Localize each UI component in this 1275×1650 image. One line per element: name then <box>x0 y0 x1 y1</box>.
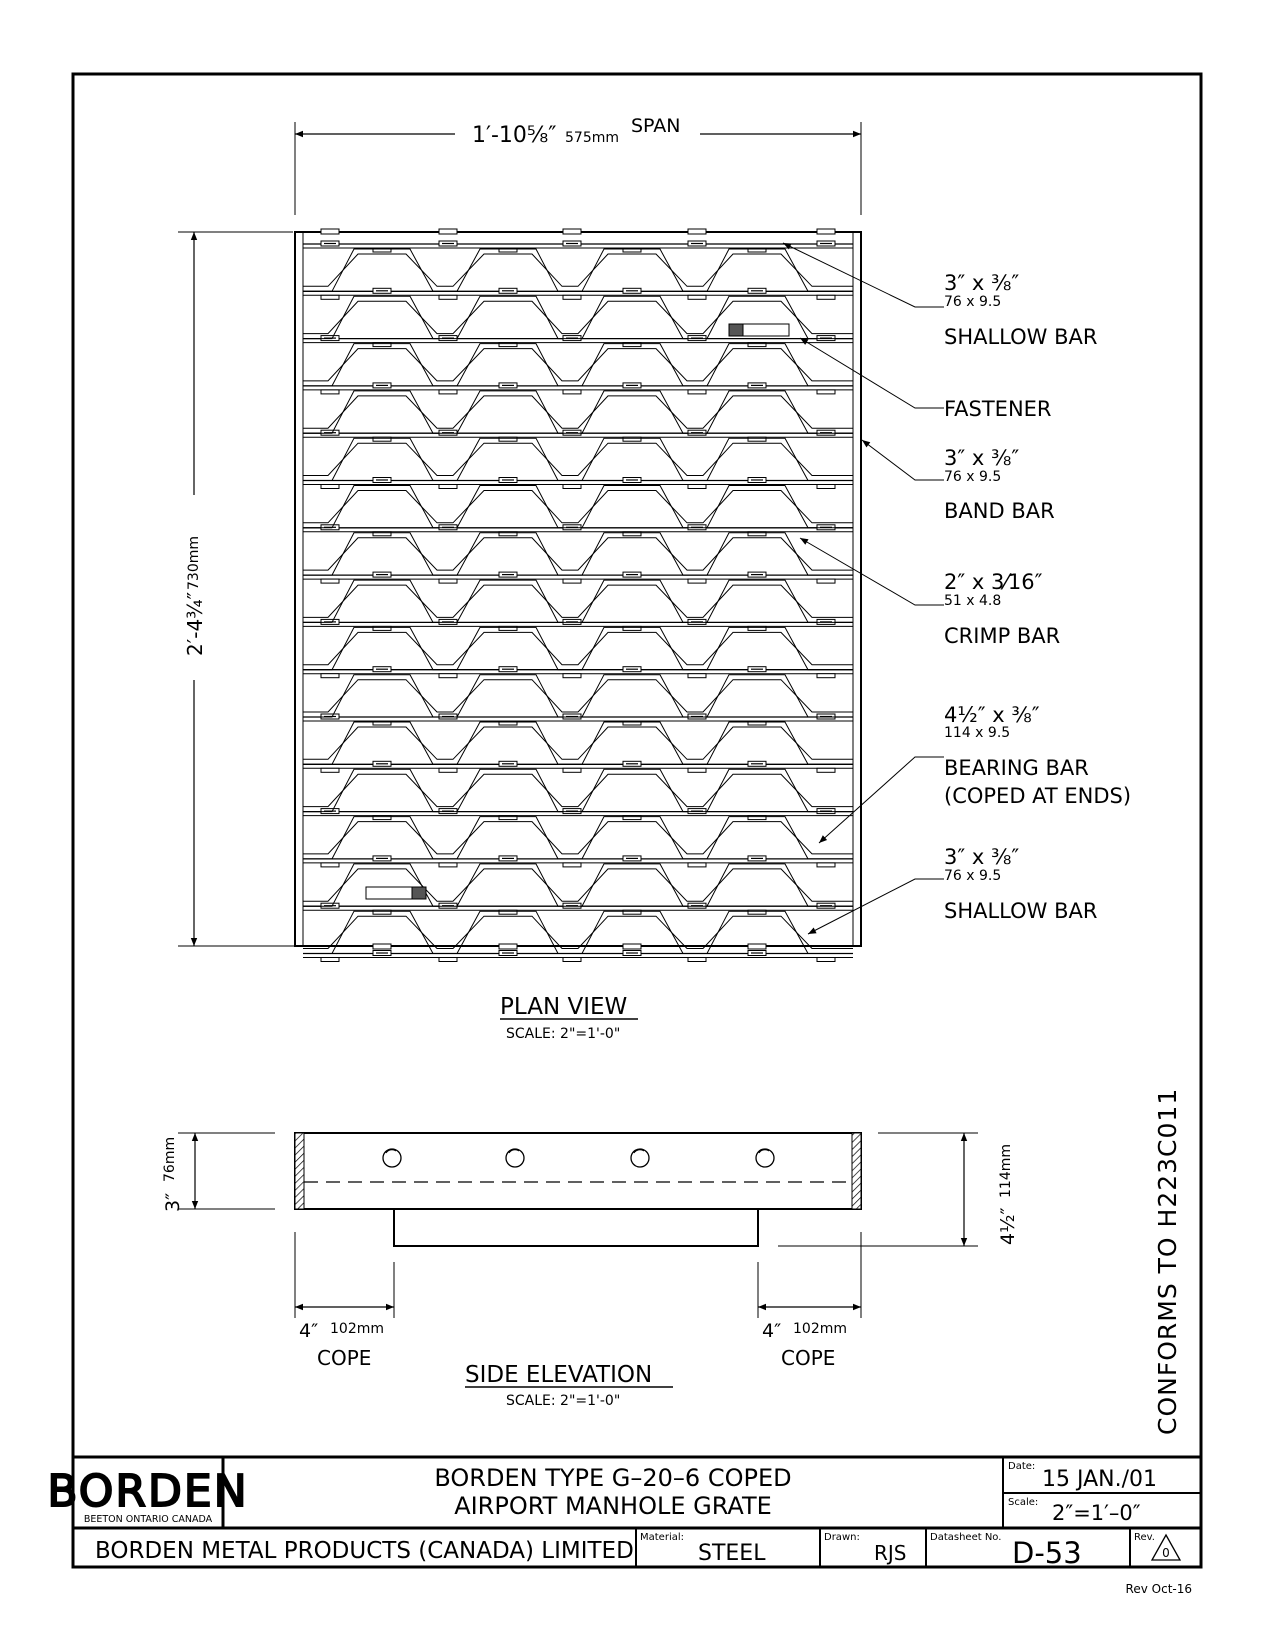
svg-text:3″ x ⅜″: 3″ x ⅜″ <box>944 271 1020 295</box>
datasheet-value: D-53 <box>1012 1536 1082 1570</box>
right-cope-imperial: 4″ <box>762 1320 782 1342</box>
svg-text:SHALLOW BAR: SHALLOW BAR <box>944 899 1098 923</box>
span-label: SPAN <box>631 115 681 137</box>
crimp-bars <box>303 249 853 954</box>
side-elevation-scale: SCALE: 2"=1'-0" <box>506 1393 621 1409</box>
callout-leaders <box>783 243 944 934</box>
plan-view-scale: SCALE: 2"=1'-0" <box>506 1026 621 1042</box>
hole <box>631 1149 649 1167</box>
span-imperial: 1′-10⅝″ <box>472 123 557 148</box>
svg-text:51 x 4.8: 51 x 4.8 <box>944 593 1002 609</box>
svg-text:76 x 9.5: 76 x 9.5 <box>944 294 1002 310</box>
rev-label: Rev. <box>1134 1532 1155 1543</box>
right-cope-label: COPE <box>781 1346 836 1370</box>
drawing-title-line2: AIRPORT MANHOLE GRATE <box>454 1492 772 1520</box>
crimp-bar <box>303 249 853 291</box>
callout-crimp-bar <box>944 570 1060 648</box>
svg-text:76 x 9.5: 76 x 9.5 <box>944 469 1002 485</box>
drawing-title-line1: BORDEN TYPE G–20–6 COPED <box>434 1464 792 1492</box>
callout-fastener <box>944 397 1052 421</box>
svg-text:CRIMP BAR: CRIMP BAR <box>944 624 1061 648</box>
crimp-bar <box>303 391 853 433</box>
fastener-holes <box>383 1149 774 1167</box>
crimp-bar <box>303 627 853 669</box>
date-value: 15 JAN./01 <box>1042 1467 1157 1492</box>
drawn-label: Drawn: <box>824 1532 860 1543</box>
side-elevation <box>162 1133 1019 1409</box>
right-cope-metric: 102mm <box>793 1321 847 1337</box>
side-elevation-title: SIDE ELEVATION <box>465 1362 653 1388</box>
conforms-note: CONFORMS TO H223C011 <box>1153 1087 1182 1435</box>
date-label: Date: <box>1008 1461 1036 1472</box>
crimp-bar <box>303 722 853 764</box>
rev-value: 0 <box>1162 1546 1170 1560</box>
crimp-bar <box>303 769 853 811</box>
scale-label: Scale: <box>1008 1497 1039 1508</box>
right-height-metric: 114mm <box>998 1144 1014 1198</box>
plan-view-title: PLAN VIEW <box>500 994 628 1020</box>
drawn-value: RJS <box>874 1541 907 1565</box>
crimp-bar <box>303 533 853 575</box>
crimp-bar <box>303 675 853 717</box>
title-block <box>47 1457 1201 1570</box>
svg-text:(COPED AT ENDS): (COPED AT ENDS) <box>944 784 1132 808</box>
plan-view <box>178 115 1131 1042</box>
borden-logo: BORDEN <box>47 1466 249 1517</box>
svg-text:4½″ x ⅜″: 4½″ x ⅜″ <box>944 703 1040 727</box>
left-cope-metric: 102mm <box>330 1321 384 1337</box>
callout-band-bar <box>944 446 1055 523</box>
company-name: BORDEN METAL PRODUCTS (CANADA) LIMITED <box>95 1538 634 1564</box>
logo-location: BEETON ONTARIO CANADA <box>83 1514 213 1525</box>
svg-text:BAND BAR: BAND BAR <box>944 499 1055 523</box>
hole <box>506 1149 524 1167</box>
bearing-bar-coped <box>394 1209 758 1246</box>
callout-bearing-bar <box>944 703 1131 808</box>
crimp-bar <box>303 580 853 622</box>
hole <box>756 1149 774 1167</box>
span-metric: 575mm <box>565 130 619 146</box>
svg-text:3″ x ⅜″: 3″ x ⅜″ <box>944 446 1020 470</box>
crimp-bar <box>303 817 853 859</box>
svg-text:2″ x 3⁄16″: 2″ x 3⁄16″ <box>944 570 1043 594</box>
svg-text:3″ x ⅜″: 3″ x ⅜″ <box>944 845 1020 869</box>
height-metric: 730mm <box>186 536 202 590</box>
side-bar <box>295 1133 861 1209</box>
material-label: Material: <box>640 1532 684 1543</box>
height-imperial: 2′-4¾″ <box>183 591 207 656</box>
svg-text:BEARING BAR: BEARING BAR <box>944 756 1089 780</box>
crimp-bar <box>303 486 853 528</box>
left-height-imperial: 3″ <box>162 1192 184 1212</box>
footer-revision: Rev Oct-16 <box>1125 1582 1192 1596</box>
svg-text:FASTENER: FASTENER <box>944 397 1052 421</box>
callout-shallow-bar-bottom <box>944 845 1097 923</box>
svg-text:76 x 9.5: 76 x 9.5 <box>944 868 1002 884</box>
scale-value: 2″=1′–0″ <box>1052 1501 1141 1525</box>
svg-text:SHALLOW BAR: SHALLOW BAR <box>944 325 1098 349</box>
hole <box>383 1149 401 1167</box>
datasheet-label: Datasheet No. <box>930 1532 1002 1543</box>
left-cope-imperial: 4″ <box>299 1320 319 1342</box>
material-value: STEEL <box>698 1541 766 1566</box>
callout-shallow-bar-top <box>944 271 1097 349</box>
left-cope-label: COPE <box>317 1346 372 1370</box>
crimp-bar <box>303 344 853 386</box>
right-height-imperial: 4½″ <box>997 1207 1019 1245</box>
crimp-bar <box>303 438 853 480</box>
drawing-border <box>73 74 1201 1567</box>
crimp-bar <box>303 864 853 906</box>
left-height-metric: 76mm <box>162 1136 178 1182</box>
svg-text:114 x 9.5: 114 x 9.5 <box>944 725 1011 741</box>
